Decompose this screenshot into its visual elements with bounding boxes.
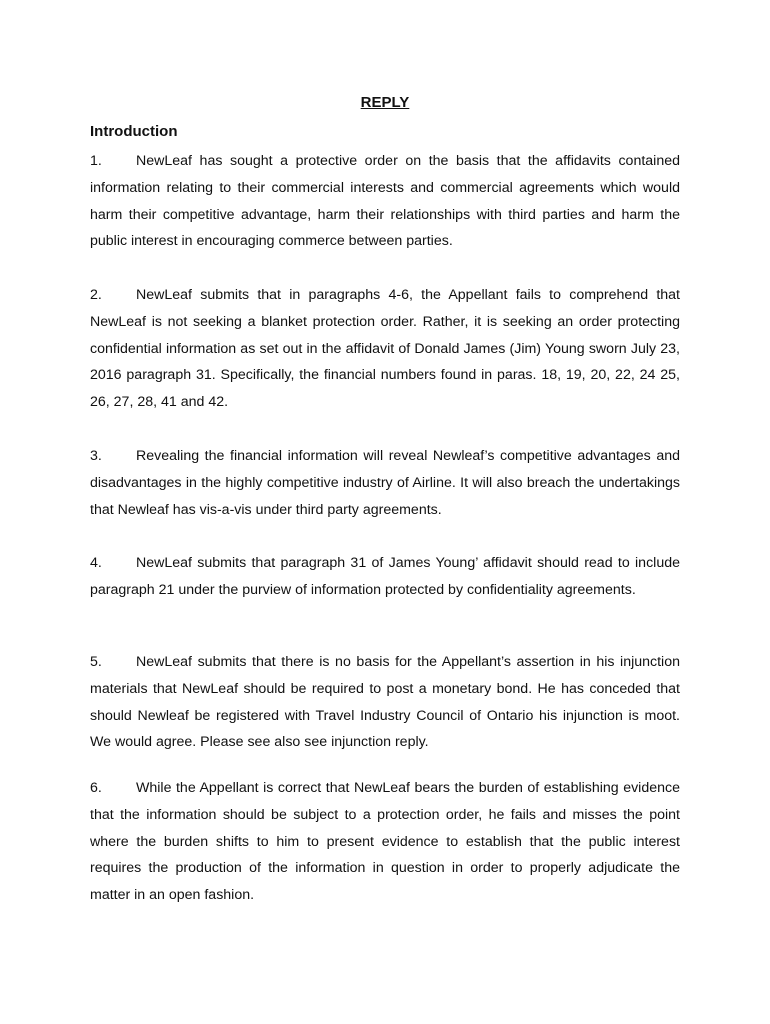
paragraph-number: 6. <box>90 780 102 796</box>
paragraph-text: NewLeaf submits that paragraph 31 of James Young’ affidavit should read to include paragraph 21 under the purview of information protected by confidentiality agreements. <box>90 555 680 598</box>
paragraph-text: Revealing the financial information will reveal Newleaf’s competitive advantages and disadvantages in the highly competitive industry of Airline. It will also breach the undertakings that Newleaf has vis-a-vis under third party agreements. <box>90 448 680 518</box>
paragraph-number: 5. <box>90 654 102 670</box>
paragraph-number: 4. <box>90 555 102 571</box>
paragraph-number: 2. <box>90 287 102 303</box>
paragraph-2 <box>90 282 680 416</box>
paragraph-3 <box>90 443 680 523</box>
section-heading: Introduction <box>90 123 178 140</box>
paragraph-4 <box>90 550 680 604</box>
paragraph-text: NewLeaf has sought a protective order on the basis that the affidavits contained information relating to their commercial interests and commercial agreements which would harm their competitive advantage, harm their relationships with third parties and harm the public interest in encouraging commerce between parties. <box>90 153 680 250</box>
paragraph-1 <box>90 148 680 255</box>
paragraph-text: NewLeaf submits that in paragraphs 4-6, the Appellant fails to comprehend that NewLeaf is not seeking a blanket protection order. Rather, it is seeking an order protecting confidential information as set out in the affidavit of Donald James (Jim) Young sworn July 23, 2016 paragraph 31. Specifically, the financial numbers found in paras. 18, 19, 20, 22, 24 25, 26, 27, 28, 41 and 42. <box>90 287 680 411</box>
paragraph-5 <box>90 649 680 756</box>
paragraph-text: NewLeaf submits that there is no basis for the Appellant’s assertion in his injunction materials that NewLeaf should be required to post a monetary bond. He has conceded that should Newleaf be registered with Travel Industry Council of Ontario his injunction is moot. We would agree. Please see also see injunction reply. <box>90 654 680 751</box>
paragraph-6 <box>90 775 680 909</box>
paragraph-number: 3. <box>90 448 102 464</box>
paragraph-number: 1. <box>90 153 102 169</box>
paragraph-text: While the Appellant is correct that NewLeaf bears the burden of establishing evidence that the information should be subject to a protection order, he fails and misses the point where the burden shifts to him to present evidence to establish that the public interest requires the production of the information in question in order to properly adjudicate the matter in an open fashion. <box>90 780 680 904</box>
document-title: REPLY <box>360 94 410 111</box>
